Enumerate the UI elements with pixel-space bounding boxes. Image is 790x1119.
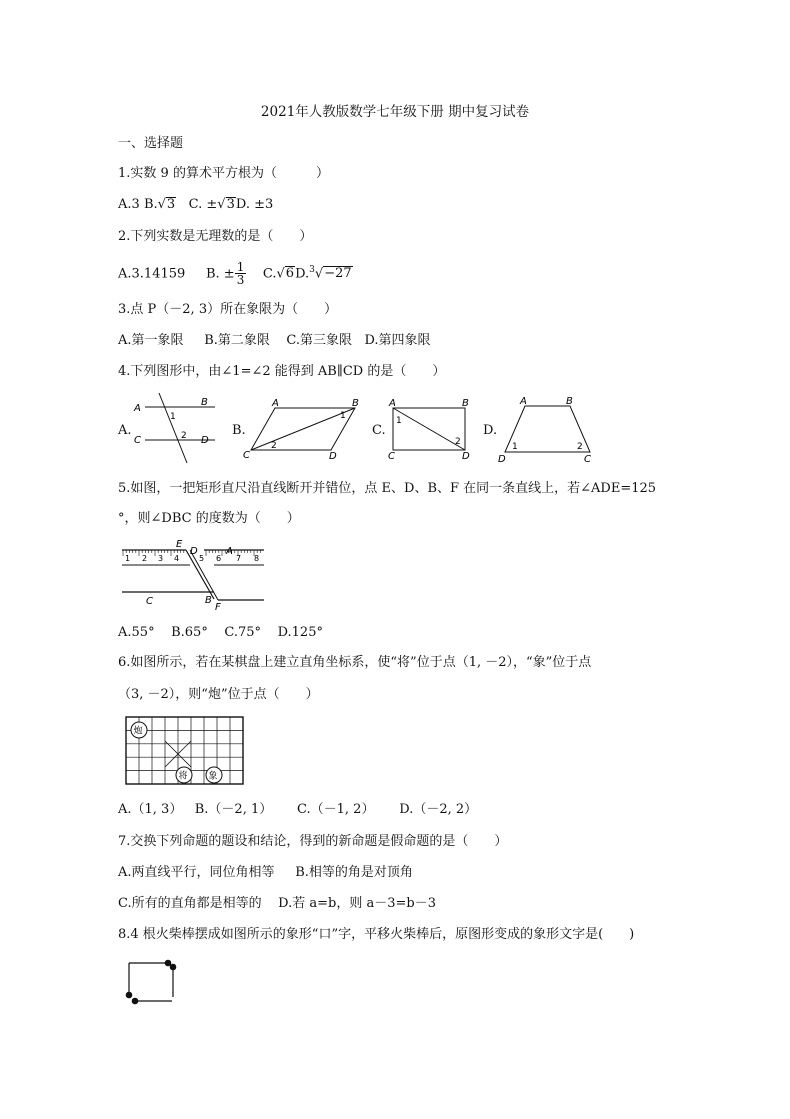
q8-matchstick-svg: [120, 955, 182, 1007]
q4-option-c: C.: [372, 423, 386, 438]
q4d-label-b: B: [566, 396, 573, 407]
q2-option-b-label: B.: [205, 266, 220, 282]
q1-option-d-label: D.: [235, 197, 250, 212]
sqrt-icon: √: [157, 197, 166, 212]
q5-tick-7: 7: [236, 554, 242, 563]
q4b-angle-2: 2: [271, 441, 277, 451]
q4-option-b: B.: [232, 423, 246, 438]
q2-option-d-radicand: −27: [324, 266, 352, 282]
q4-figure-b-svg: [243, 398, 363, 462]
question-1-options: [118, 197, 273, 213]
q4a-label-d: D: [201, 435, 209, 446]
q2-fraction-denominator: 3: [236, 273, 245, 288]
q4c-angle-1: 1: [396, 416, 402, 426]
q4b-label-d: D: [329, 451, 337, 462]
q4-figure-d: [498, 396, 600, 465]
q5-tick-6: 6: [216, 554, 222, 563]
q8-match-head: [170, 964, 177, 971]
q6-option-c: C.（－1, 2）: [297, 802, 375, 817]
q4-figure-c: [388, 398, 478, 460]
q3-option-c: C.第三象限: [286, 333, 353, 348]
q5-tick-1: 1: [125, 554, 131, 563]
q8-match-head: [126, 992, 133, 999]
q5-label-c: C: [146, 596, 153, 607]
question-2-options: [118, 258, 353, 286]
question-8-stem: 8.4 根火柴棒摆成如图所示的象形“口”字，平移火柴棒后，原图形变成的象形文字是( ): [118, 927, 635, 942]
q5-ruler-figure: [118, 537, 268, 612]
q1-option-b-label: B.: [143, 197, 158, 212]
q4c-label-c: C: [388, 451, 395, 462]
q4-figure-a: [130, 393, 225, 463]
q4-option-d: D.: [483, 423, 498, 438]
q6-piece-jiang-label: 将: [178, 771, 188, 782]
q2-option-a: A.3.14159: [118, 266, 186, 282]
q6-option-a: A.（1, 3）: [118, 802, 183, 817]
q5-option-d: D.125°: [277, 625, 323, 640]
q6-chessboard-svg: [122, 713, 248, 791]
q4d-label-d: D: [498, 454, 506, 465]
q2-option-c-label: C.: [262, 266, 277, 282]
q4a-angle-2: 2: [181, 431, 187, 441]
question-7-options-row1: [118, 865, 413, 881]
q8-matchstick-figure: [120, 955, 182, 1007]
q5-label-f: F: [215, 602, 221, 613]
q4d-label-a: A: [520, 396, 527, 407]
q5-tick-3: 3: [158, 554, 164, 563]
q4d-label-c: C: [584, 454, 591, 465]
q5-tick-8: 8: [254, 554, 260, 563]
q4b-label-b: B: [352, 398, 359, 409]
question-1-stem: 1.实数 9 的算术平方根为（ ）: [118, 166, 329, 181]
question-2-stem: 2.下列实数是无理数的是（ ）: [118, 229, 313, 244]
q4b-angle-1: 1: [340, 411, 346, 421]
question-5-stem-line1: 5.如图，一把矩形直尺沿直线断开并错位，点 E、D、B、F 在同一条直线上，若∠ADE=125: [118, 481, 657, 496]
q5-label-a: A: [226, 546, 233, 557]
q3-option-b: B.第二象限: [204, 333, 270, 348]
q6-piece-xiang-label: 象: [208, 771, 218, 782]
q1-option-d: ±3: [254, 197, 274, 212]
sqrt-icon: √: [314, 266, 324, 282]
q6-option-b: B.（－2, 1）: [194, 802, 273, 817]
q1-option-b-radicand: 3: [166, 197, 176, 212]
q4b-label-a: A: [272, 398, 279, 409]
q6-piece-pao-label: 炮: [133, 726, 143, 737]
q7-option-b: B.相等的角是对顶角: [295, 865, 413, 880]
q5-tick-4: 4: [174, 554, 180, 563]
q4c-label-b: B: [462, 398, 469, 409]
page-title: 2021年人教版数学七年级下册 期中复习试卷: [260, 104, 530, 120]
q5-tick-5: 5: [199, 554, 205, 563]
q1-option-c-label: C.: [188, 197, 203, 212]
question-3-options: [118, 333, 431, 349]
q3-option-a: A.第一象限: [118, 333, 184, 348]
sqrt-icon: √: [217, 197, 226, 212]
q7-option-c: C.所有的直角都是相等的: [118, 896, 262, 911]
q4c-angle-2: 2: [455, 437, 461, 447]
q4-figure-b: [243, 398, 363, 462]
q4-option-a: A.: [118, 423, 132, 438]
question-6-stem-line2: （3, －2），则“炮”位于点（ ）: [118, 687, 319, 702]
q6-chessboard-figure: [122, 713, 248, 791]
q4b-label-c: C: [243, 450, 250, 461]
sqrt-icon: √: [276, 266, 285, 282]
q4a-label-c: C: [134, 435, 141, 446]
q2-fraction-numerator: 1: [236, 260, 245, 275]
q4d-angle-1: 1: [512, 442, 518, 452]
question-6-stem-line1: 6.如图所示，若在某棋盘上建立直角坐标系，使“将”位于点（1, －2），“象”位于点: [118, 655, 592, 670]
q1-option-a: A.3: [118, 197, 140, 212]
q4-figure-a-svg: [130, 393, 225, 463]
question-7-options-row2: [118, 896, 436, 912]
q5-label-e: E: [176, 539, 183, 550]
q4a-angle-1: 1: [170, 412, 176, 422]
q7-option-d: D.若 a=b，则 a－3=b－3: [278, 896, 436, 911]
q4d-angle-2: 2: [577, 442, 583, 452]
question-5-options: [118, 625, 323, 641]
question-3-stem: 3.点 P（－2, 3）所在象限为（ ）: [118, 302, 338, 317]
q2-cube-index: 3: [309, 265, 315, 275]
q3-option-d: D.第四象限: [364, 333, 431, 348]
q5-ruler-svg: [118, 537, 268, 612]
q5-tick-2: 2: [142, 554, 148, 563]
q4a-label-b: B: [201, 397, 208, 408]
question-4-stem: 4.下列图形中，由∠1=∠2 能得到 AB∥CD 的是（ ）: [118, 364, 446, 379]
q5-option-c: C.75°: [224, 625, 262, 640]
q2-option-c-radicand: 6: [285, 266, 295, 282]
q4-figure-c-svg: [388, 398, 478, 460]
q7-option-a: A.两直线平行，同位角相等: [118, 865, 275, 880]
q2-option-d-label: D.: [295, 266, 310, 282]
q4-figure-d-svg: [498, 396, 600, 465]
q4c-label-d: D: [462, 451, 470, 462]
q1-option-c-radicand: 3: [226, 197, 235, 212]
q1-plusminus: ±: [206, 197, 218, 212]
q5-option-a: A.55°: [118, 625, 155, 640]
q6-option-d: D.（－2, 2）: [399, 802, 478, 817]
q5-label-b: B: [205, 595, 212, 606]
q2-fraction: [235, 261, 247, 286]
question-5-stem-line2: °，则∠DBC 的度数为（ ）: [118, 511, 300, 526]
q5-label-d: D: [190, 546, 198, 557]
q2-plusminus: ±: [223, 266, 235, 282]
q8-match-head: [132, 998, 139, 1005]
q5-option-b: B.65°: [171, 625, 208, 640]
q4c-label-a: A: [389, 398, 396, 409]
question-7-stem: 7.交换下列命题的题设和结论，得到的新命题是假命题的是（ ）: [118, 834, 508, 849]
section-heading: 一、选择题: [118, 136, 184, 151]
q4a-label-a: A: [134, 403, 141, 414]
question-6-options: [118, 802, 477, 818]
